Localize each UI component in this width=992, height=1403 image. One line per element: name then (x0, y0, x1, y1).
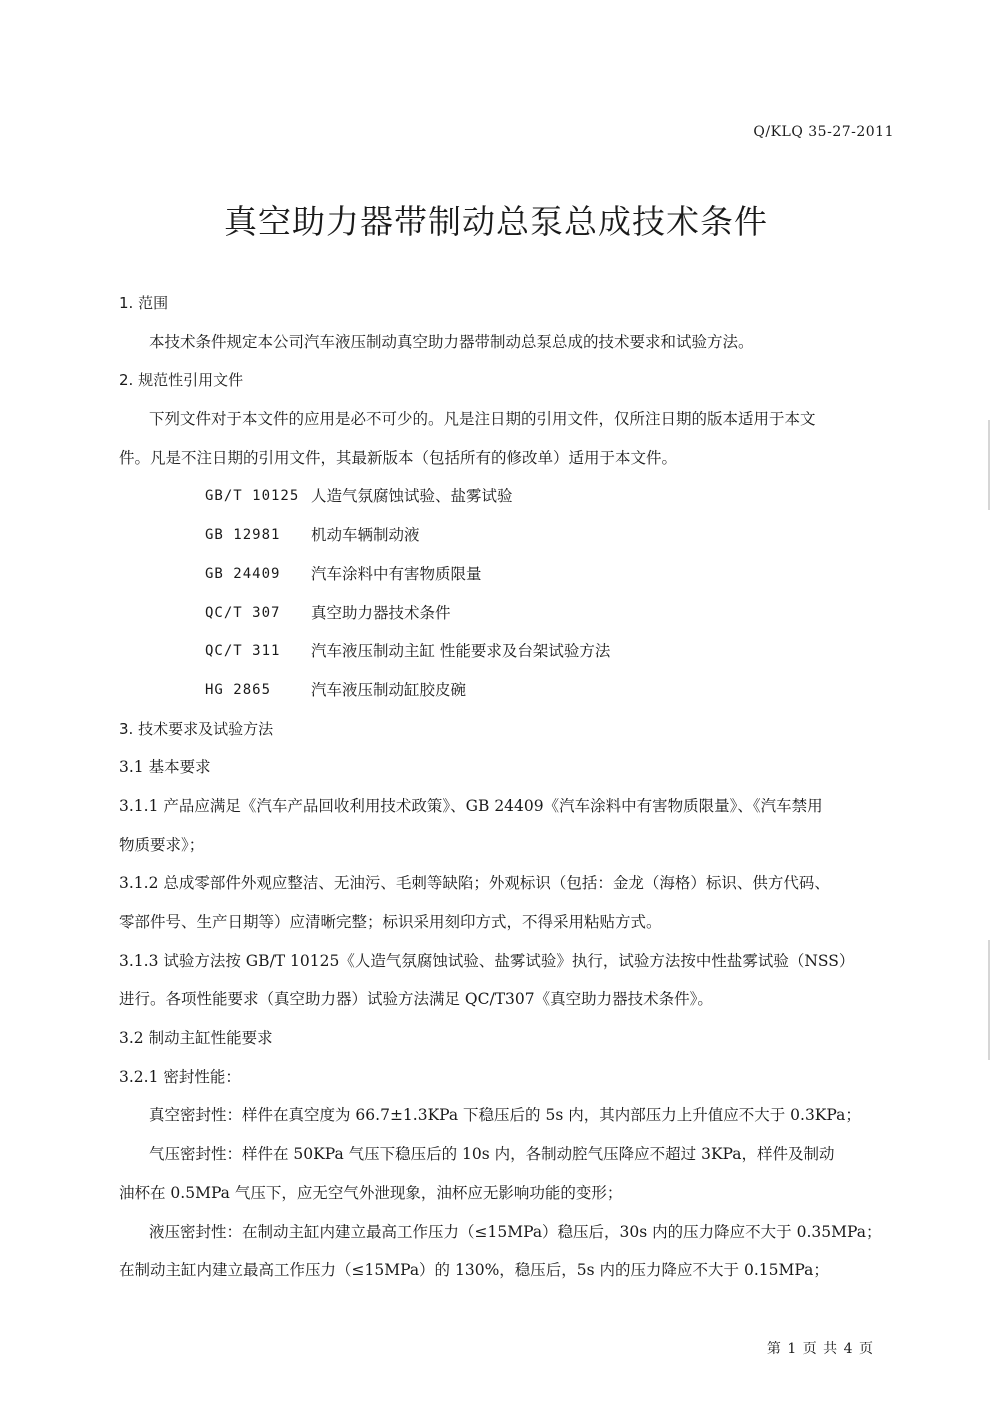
clause-3-1-1-line-2: 物质要求》； (119, 835, 205, 854)
clause-3-1-2-line-2: 零部件号、生产日期等）应清晰完整；标识采用刻印方式，不得采用粘贴方式。 (119, 913, 662, 931)
reference-code: GB 12981 (205, 527, 281, 544)
clause-3-1-1-line-1: 3.1.1 产品应满足《汽车产品回收利用技术政策》、GB 24409《汽车涂料中有害物质限量》、《汽车禁用 (119, 796, 823, 815)
section-3-2-heading: 3.2 制动主缸性能要求 (119, 1029, 273, 1048)
hydraulic-seal-line-1: 液压密封性：在制动主缸内建立最高工作压力（≤15MPa）稳压后，30s 内的压力降应不大于 0.35MPa； (149, 1222, 882, 1241)
clause-3-1-3-line-2: 进行。各项性能要求（真空助力器）试验方法满足 QC/T307《真空助力器技术条件》。 (119, 990, 713, 1009)
reference-code: GB 24409 (205, 565, 281, 582)
scan-edge-mark (988, 420, 990, 510)
reference-item (119, 516, 899, 555)
hydraulic-seal-line-2: 在制动主缸内建立最高工作压力（≤15MPa）的 130%，稳压后，5s 内的压力降应不大于 0.15MPa； (119, 1261, 829, 1280)
reference-code: GB/T 10125 (205, 488, 300, 505)
document-code: Q/KLQ 35-27-2011 (753, 124, 894, 140)
vacuum-seal-paragraph: 真空密封性：样件在真空度为 66.7±1.3KPa 下稳压后的 5s 内，其内部压力上升值应不大于 0.3KPa； (149, 1106, 861, 1125)
reference-code: QC/T 311 (205, 643, 281, 660)
section-3-heading: 3. 技术要求及试验方法 (119, 719, 274, 738)
air-seal-line-2: 油杯在 0.5MPa 气压下，应无空气外泄现象，油杯应无影响功能的变形； (119, 1183, 623, 1202)
reference-code: HG 2865 (205, 681, 272, 698)
air-seal-line-1: 气压密封性：样件在 50KPa 气压下稳压后的 10s 内，各制动腔气压降应不超过 3KPa，样件及制动 (149, 1145, 835, 1164)
clause-3-1-2-line-1: 3.1.2 总成零部件外观应整洁、无油污、毛刺等缺陷；外观标识（包括：金龙（海格）标识、供方代码、 (119, 874, 830, 893)
section-3-1-heading: 3.1 基本要求 (119, 758, 211, 777)
reference-item (119, 477, 899, 516)
clause-3-2-1-heading: 3.2.1 密封性能： (119, 1067, 241, 1086)
reference-title: 汽车液压制动主缸 性能要求及台架试验方法 (311, 642, 611, 661)
clause-3-1-3-line-1: 3.1.3 试验方法按 GB/T 10125《人造气氛腐蚀试验、盐雾试验》执行，试验方法按中性盐雾试验（NSS） (119, 951, 855, 970)
page-number: 第 1 页 共 4 页 (766, 1341, 874, 1357)
reference-item (119, 594, 899, 633)
reference-title: 汽车涂料中有害物质限量 (311, 564, 482, 583)
section-2-paragraph-line-1: 下列文件对于本文件的应用是必不可少的。凡是注日期的引用文件，仅所注日期的版本适用于本文 (149, 410, 816, 429)
section-2-heading: 2. 规范性引用文件 (119, 371, 244, 390)
reference-title: 机动车辆制动液 (311, 526, 420, 545)
section-1-paragraph: 本技术条件规定本公司汽车液压制动真空助力器带制动总泵总成的技术要求和试验方法。 (149, 332, 754, 351)
reference-item (119, 671, 899, 710)
scan-edge-mark (988, 940, 990, 1060)
section-2-paragraph-line-2: 件。凡是不注日期的引用文件，其最新版本（包括所有的修改单）适用于本文件。 (119, 448, 678, 467)
document-body (119, 284, 899, 1290)
reference-title: 人造气氛腐蚀试验、盐雾试验 (311, 487, 513, 506)
reference-code: QC/T 307 (205, 604, 281, 621)
section-1-heading: 1. 范围 (119, 294, 169, 312)
reference-item (119, 632, 899, 671)
document-title: 真空助力器带制动总泵总成技术条件 (224, 202, 768, 241)
reference-title: 汽车液压制动缸胶皮碗 (311, 680, 467, 699)
reference-title: 真空助力器技术条件 (311, 603, 451, 622)
reference-item (119, 555, 899, 594)
